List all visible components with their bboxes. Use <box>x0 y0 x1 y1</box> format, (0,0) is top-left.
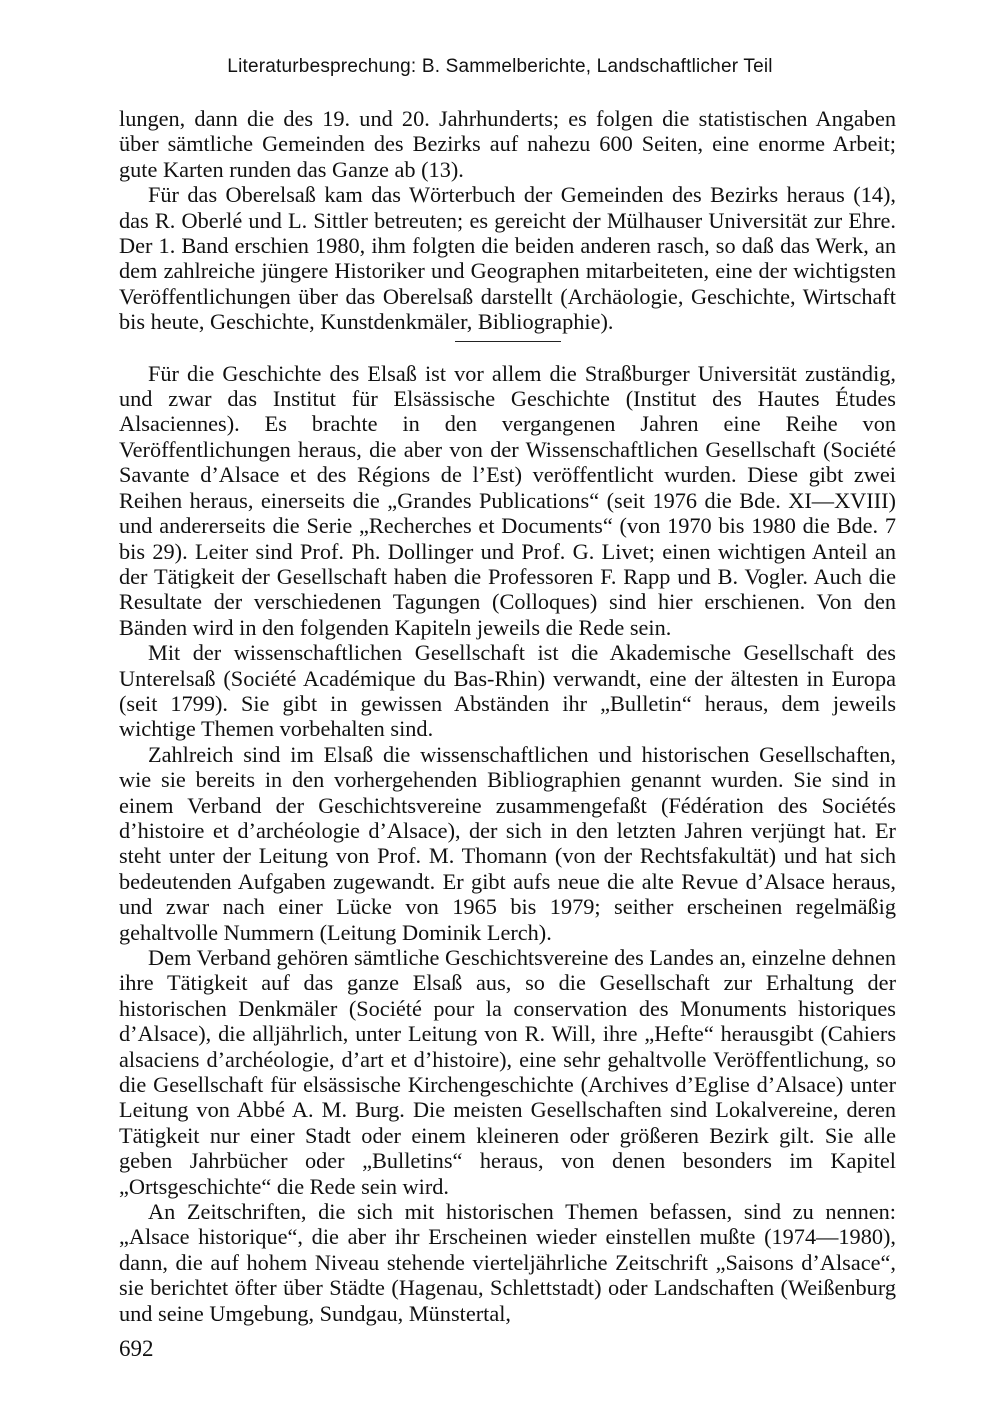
section-separator-rule <box>455 341 561 342</box>
paragraph-4: Mit der wissenschaftlichen Gesellschaft ist die Akademische Gesellschaft des Unterelsaß (Société Académique du Bas-Rhin) verwandt, eine der ältesten in Europa (seit 1799). Sie gibt in gewissen Abständen ihr „Bulletin“ heraus, dem jeweils wichtige Themen vorbehalten sind. <box>119 640 896 742</box>
paragraph-2: Für das Oberelsaß kam das Wörterbuch der Gemeinden des Bezirks heraus (14), das R. Oberlé und L. Sittler betreuten; es gereicht der Mülhauser Universität zur Ehre. Der 1. Band erschien 1980, ihm folgten die beiden anderen rasch, so daß das Werk, an dem zahlreiche jüngere Historiker und Geographen mitarbeiteten, eine der wichtigsten Veröffentlichungen über das Oberelsaß darstellt (Archäologie, Geschichte, Wirtschaft bis heute, Geschichte, Kunstdenkmäler, Bibliographie). <box>119 182 896 335</box>
paragraph-5: Zahlreich sind im Elsaß die wissenschaftlichen und historischen Gesellschaften, wie sie bereits in den vorhergehenden Bibliographien genannt wurden. Sie sind in einem Verband der Geschichtsvereine zusammengefaßt (Fédération des Sociétés d’histoire et d’archéologie d’Alsace), der sich in den letzten Jahren verjüngt hat. Er steht unter der Leitung von Prof. M. Thomann (von der Rechtsfakultät) und hat sich bedeutenden Aufgaben zugewandt. Er gibt aufs neue die alte Revue d’Alsace heraus, und zwar nach einer Lücke von 1965 bis 1979; seither erscheinen regelmäßig gehaltvolle Nummern (Leitung Dominik Lerch). <box>119 741 896 945</box>
paragraph-7: An Zeitschriften, die sich mit historischen Themen befassen, sind zu nennen: „Alsace historique“, die aber ihr Erscheinen wieder einstellen mußte (1974—1980), dann, die auf hohem Niveau stehende vierteljährliche Zeitschrift „Saisons d’Alsace“, sie berichtet öfter über Städte (Hagenau, Schlettstadt) oder Landschaften (Weißenburg und seine Umgebung, Sundgau, Münstertal, <box>119 1199 896 1326</box>
running-head: Literaturbesprechung: B. Sammelberichte, Landschaftlicher Teil <box>227 56 773 77</box>
paragraph-3: Für die Geschichte des Elsaß ist vor allem die Straßburger Universität zuständig, und zwar das Institut für Elsässische Geschichte (Institut des Hautes Études Alsaciennes). Es brachte in den vergangenen Jahren eine Reihe von Veröffentlichungen heraus, die aber von der Wissenschaftlichen Gesellschaft (Société Savante d’Alsace et des Régions de l’Est) veröffentlicht wurden. Diese gibt zwei Reihen heraus, einerseits die „Grandes Publications“ (seit 1976 die Bde. XI—XVIII) und andererseits die Serie „Recherches et Documents“ (von 1970 bis 1980 die Bde. 7 bis 29). Leiter sind Prof. Ph. Dollinger und Prof. G. Livet; einen wichtigen Anteil an der Tätigkeit der Gesellschaft haben die Professoren F. Rapp und B. Vogler. Auch die Resultate der verschiedenen Tagungen (Colloques) sind hier erschienen. Von den Bänden wird in den folgenden Kapiteln jeweils die Rede sein. <box>119 360 896 640</box>
paragraph-6: Dem Verband gehören sämtliche Geschichtsvereine des Landes an, einzelne dehnen ihre Tätigkeit auf das ganze Elsaß aus, so die Gesellschaft zur Erhaltung der historischen Denkmäler (Société pour la conservation des Monuments historiques d’Alsace), die alljährlich, unter Leitung von R. Will, ihre „Hefte“ herausgibt (Cahiers alsaciens d’archéologie, d’art et d’histoire), eine sehr gehaltvolle Veröffentlichung, so die Gesellschaft für elsässische Kirchengeschichte (Archives d’Eglise d’Alsace) unter Leitung von Abbé A. M. Burg. Die meisten Gesellschaften sind Lokalvereine, deren Tätigkeit nur einer Stadt oder einem kleineren oder größeren Bezirk gilt. Sie alle geben Jahrbücher oder „Bulletins“ heraus, von denen besonders im Kapitel „Ortsgeschichte“ die Rede sein wird. <box>119 945 896 1199</box>
page-number: 692 <box>119 1336 154 1361</box>
paragraph-1: lungen, dann die des 19. und 20. Jahrhunderts; es folgen die statistischen Angaben über sämtliche Gemeinden des Bezirks auf nahezu 600 Seiten, eine enorme Arbeit; gute Karten runden das Ganze ab (13). <box>119 106 896 182</box>
article-body <box>119 106 896 1326</box>
